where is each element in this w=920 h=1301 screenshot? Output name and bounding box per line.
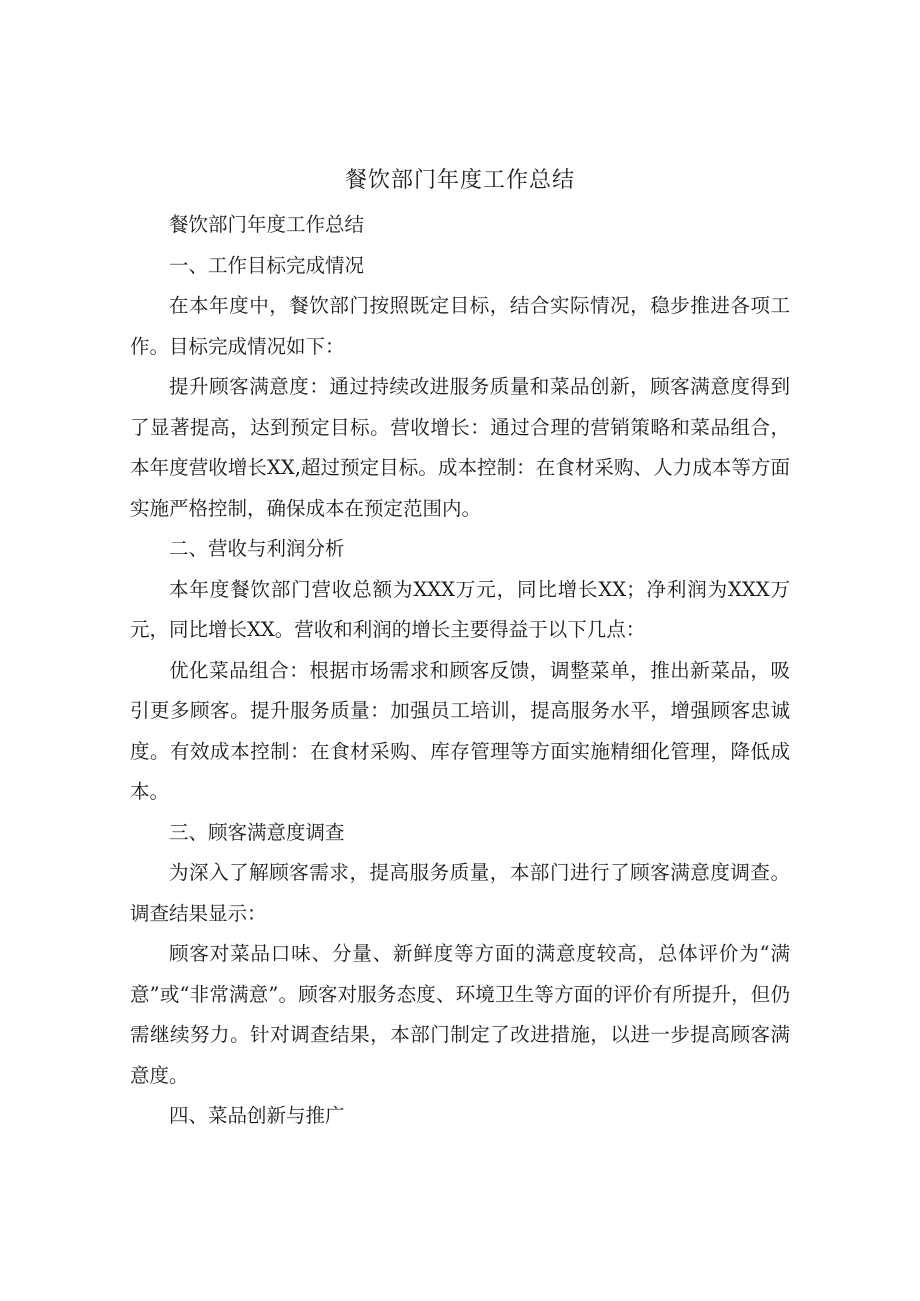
paragraph: 本年度餐饮部门营收总额为XXX万元，同比增长XX；净利润为XXX万元，同比增长XX。营收和利润的增长主要得益于以下几点：: [130, 577, 790, 641]
document-title: 餐饮部门年度工作总结: [344, 168, 575, 193]
section-heading: 四、菜品创新与推广: [169, 1104, 345, 1127]
paragraph: 为深入了解顾客需求，提高服务质量，本部门进行了顾客满意度调查。调查结果显示：: [130, 861, 790, 925]
paragraph: 优化菜品组合：根据市场需求和顾客反馈，调整菜单，推出新菜品，吸引更多顾客。提升服务质量：加强员工培训，提高服务水平，增强顾客忠诚度。有效成本控制：在食材采购、库存管理等方面实施精细化管理，降低成本。: [130, 658, 790, 803]
paragraph: 在本年度中，餐饮部门按照既定目标，结合实际情况，稳步推进各项工作。目标完成情况如下：: [130, 294, 790, 358]
paragraph: 顾客对菜品口味、分量、新鲜度等方面的满意度较高，总体评价为“满意”或“非常满意”。顾客对服务态度、环境卫生等方面的评价有所提升，但仍需继续努力。针对调查结果，本部门制定了改进措施，以进一步提高顾客满意度。: [130, 942, 790, 1087]
document-body: [130, 205, 790, 1137]
section-heading: 一、工作目标完成情况: [169, 253, 365, 277]
section-heading: 二、营收与利润分析: [169, 537, 345, 560]
section-heading: 三、顾客满意度调查: [169, 820, 345, 844]
paragraph: 提升顾客满意度：通过持续改进服务质量和菜品创新，顾客满意度得到了显著提高，达到预定目标。营收增长：通过合理的营销策略和菜品组合，本年度营收增长XX,超过预定目标。成本控制：在食材采购、人力成本等方面实施严格控制，确保成本在预定范围内。: [130, 375, 790, 520]
document-subtitle: 餐饮部门年度工作总结: [169, 213, 365, 236]
